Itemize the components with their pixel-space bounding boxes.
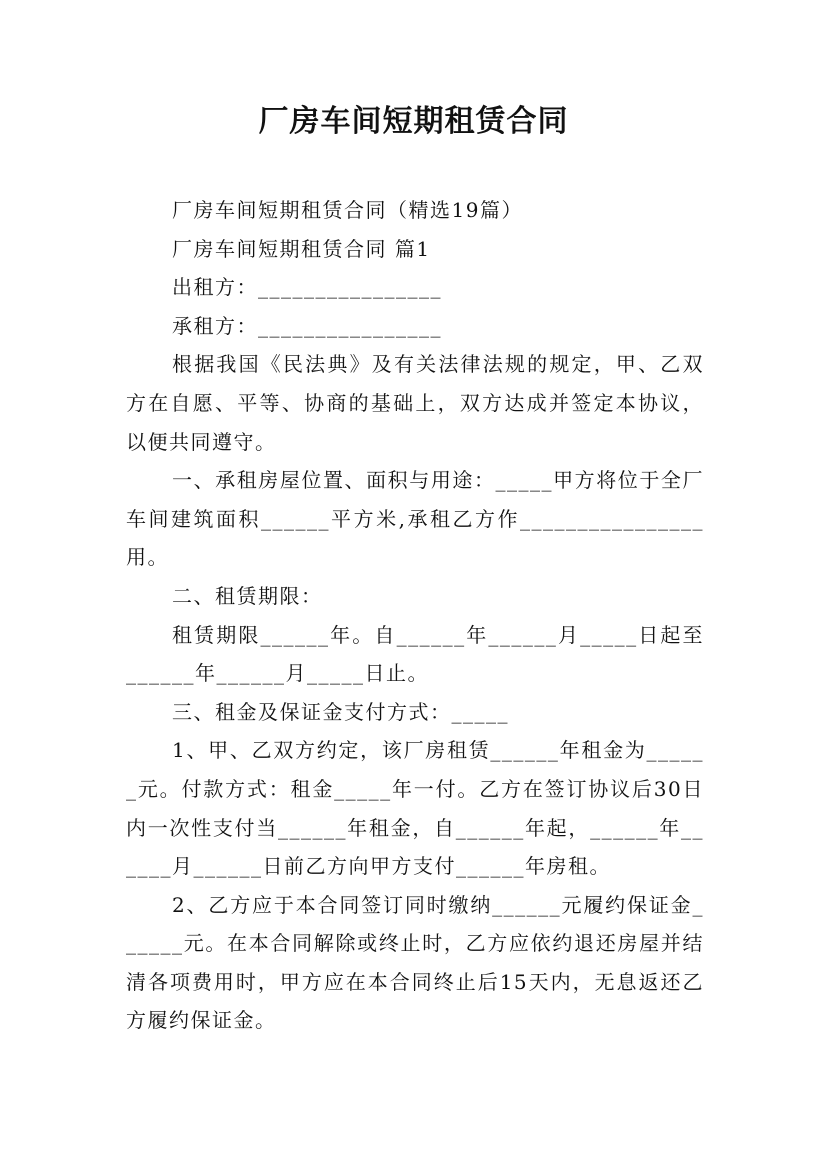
clause-3-heading: 三、租金及保证金支付方式：_____ xyxy=(172,699,509,724)
clause-1-paragraph: 一、承租房屋位置、面积与用途：_____甲方将位于全厂车间建筑面积______平方米,承租乙方作________________用。 xyxy=(126,468,704,570)
preamble-paragraph: 根据我国《民法典》及有关法律法规的规定，甲、乙双方在自愿、平等、协商的基础上，双方达成并签定本协议，以便共同遵守。 xyxy=(126,352,704,454)
deposit-paragraph: 2、乙方应于本合同签订同时缴纳______元履约保证金______元。在本合同解除或终止时，乙方应依约退还房屋并结清各项费用时，甲方应在本合同终止后15天内，无息返还乙方履约保证金。 xyxy=(126,892,704,1033)
lease-term-paragraph: 租赁期限______年。自______年______月_____日起至______年______月_____日止。 xyxy=(126,622,704,686)
rent-paragraph: 1、甲、乙双方约定，该厂房租赁______年租金为______元。付款方式：租金_____年一付。乙方在签订协议后30日内一次性支付当______年租金，自______年起，______年______月______日前乙方向甲方支付______年房租。 xyxy=(126,738,704,879)
document-title: 厂房车间短期租赁合同 xyxy=(258,104,569,139)
lessor-line: 出租方：________________ xyxy=(172,275,442,300)
clause-2-heading: 二、租赁期限： xyxy=(172,583,323,608)
lessee-line: 承租方：________________ xyxy=(172,313,442,338)
section-heading: 厂房车间短期租赁合同 篇1 xyxy=(172,236,431,261)
document-body xyxy=(126,191,704,1040)
subtitle-paragraph: 厂房车间短期租赁合同（精选19篇） xyxy=(172,198,523,222)
